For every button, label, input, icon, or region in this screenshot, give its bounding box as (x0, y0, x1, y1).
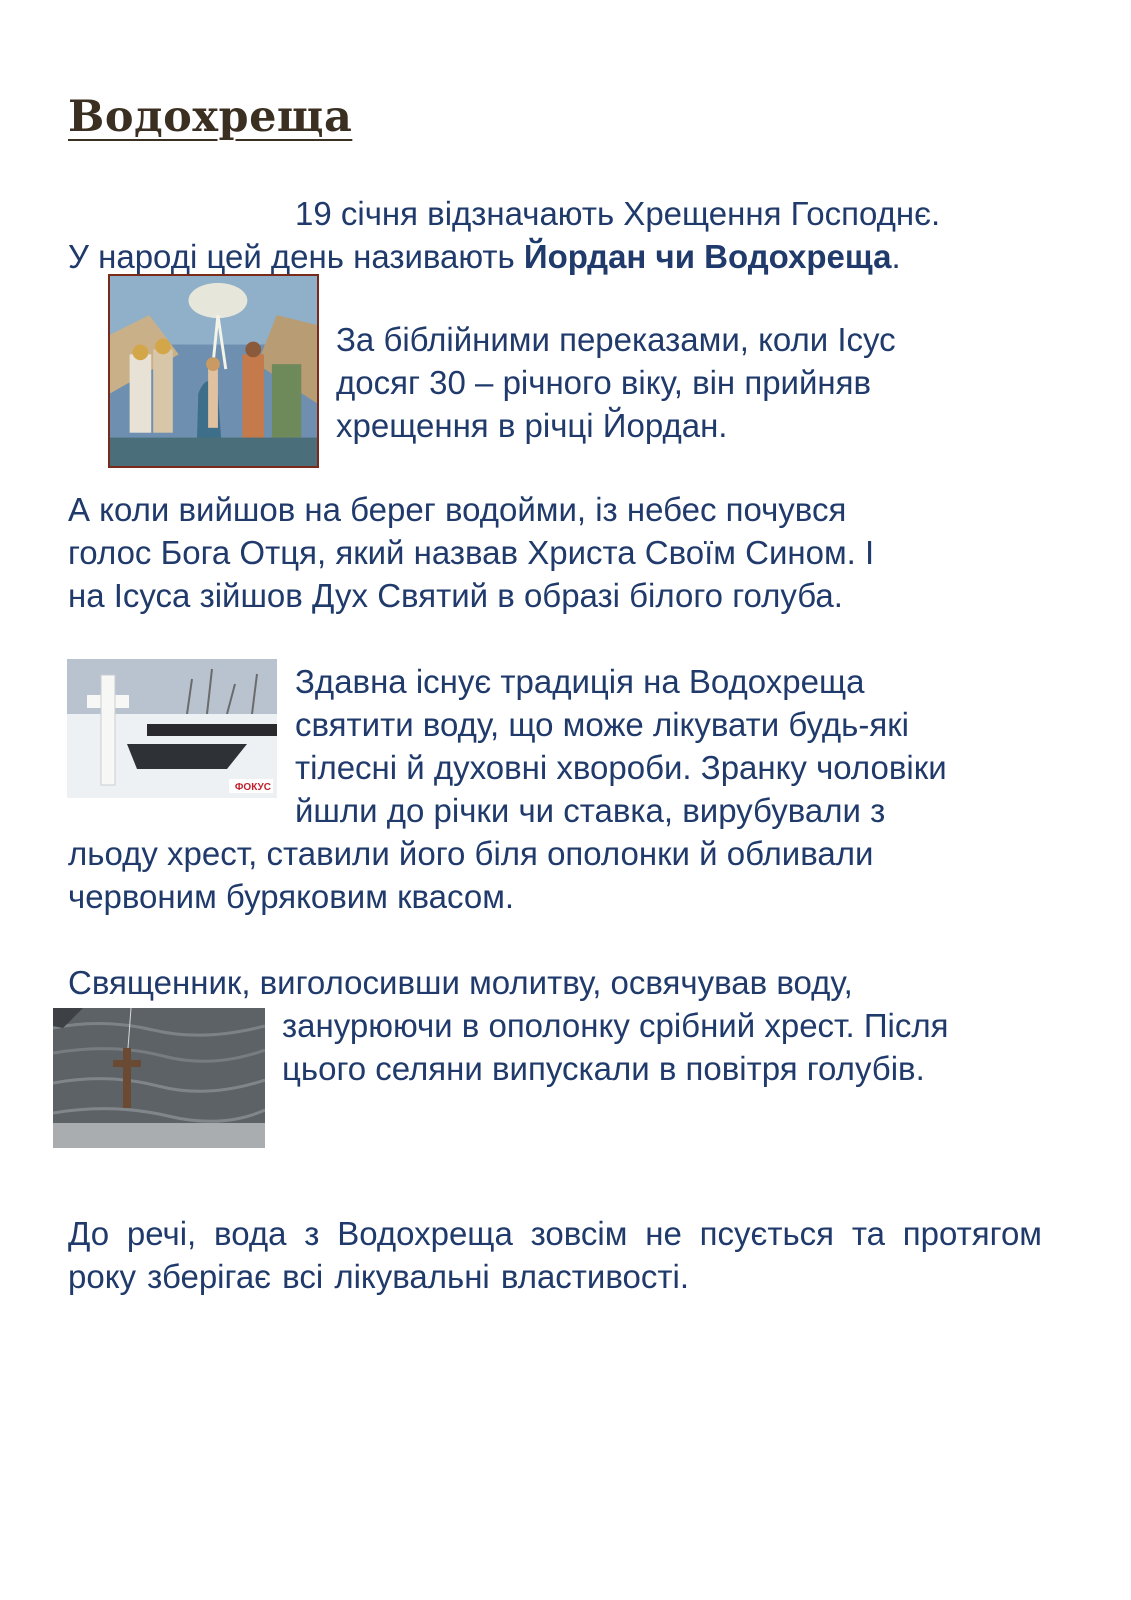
bible-line-3: хрещення в річці Йордан. (336, 407, 728, 444)
priest-line-3: цього селяни випускали в повітря голубів. (282, 1050, 925, 1087)
tradition-line-6: червоним буряковим квасом. (68, 878, 515, 915)
tradition-line-2: святити воду, що може лікувати будь-які (295, 706, 909, 743)
priest-line-1: Священник, виголосивши молитву, освячував воду, (68, 964, 853, 1001)
closing-paragraph: До речі, вода з Водохреща зовсім не псується та протягом року зберігає всі лікувальні властивості. (68, 1215, 1042, 1295)
image-watermark: ФОКУС (234, 782, 271, 793)
intro-line-2 (68, 235, 901, 278)
bible-line-1: За біблійними переказами, коли Ісус (336, 321, 896, 358)
tradition-line-5: льоду хрест, ставили його біля ополонки й обливали (68, 835, 874, 872)
page-title: Водохреща (68, 92, 353, 142)
bible-line-2: досяг 30 – річного віку, він прийняв (336, 364, 872, 401)
intro-line-2-end: . (891, 238, 901, 275)
intro-line-2-bold: Йордан чи Водохреща (523, 238, 892, 275)
tradition-line-4: йшли до річки чи ставка, вирубували з (295, 792, 886, 829)
tradition-line-1: Здавна існує традиція на Водохреща (295, 663, 865, 700)
intro-line-2-text: У народі цей день називають (68, 238, 524, 275)
voice-line-1: А коли вийшов на берег водойми, із небес почувся (68, 491, 847, 528)
baptism-fresco-image (108, 274, 319, 468)
cross-in-water-image (53, 1008, 265, 1148)
intro-line-1: 19 січня відзначають Хрещення Господнє. (295, 195, 941, 232)
voice-line-2: голос Бога Отця, який назвав Христа Своїм Сином. І (68, 534, 875, 571)
priest-line-2: занурюючи в ополонку срібний хрест. Після (282, 1007, 949, 1044)
ice-cross-image (67, 659, 277, 798)
tradition-line-3: тілесні й духовні хвороби. Зранку чоловіки (295, 749, 947, 786)
voice-line-3: на Ісуса зійшов Дух Святий в образі білого голуба. (68, 577, 843, 614)
